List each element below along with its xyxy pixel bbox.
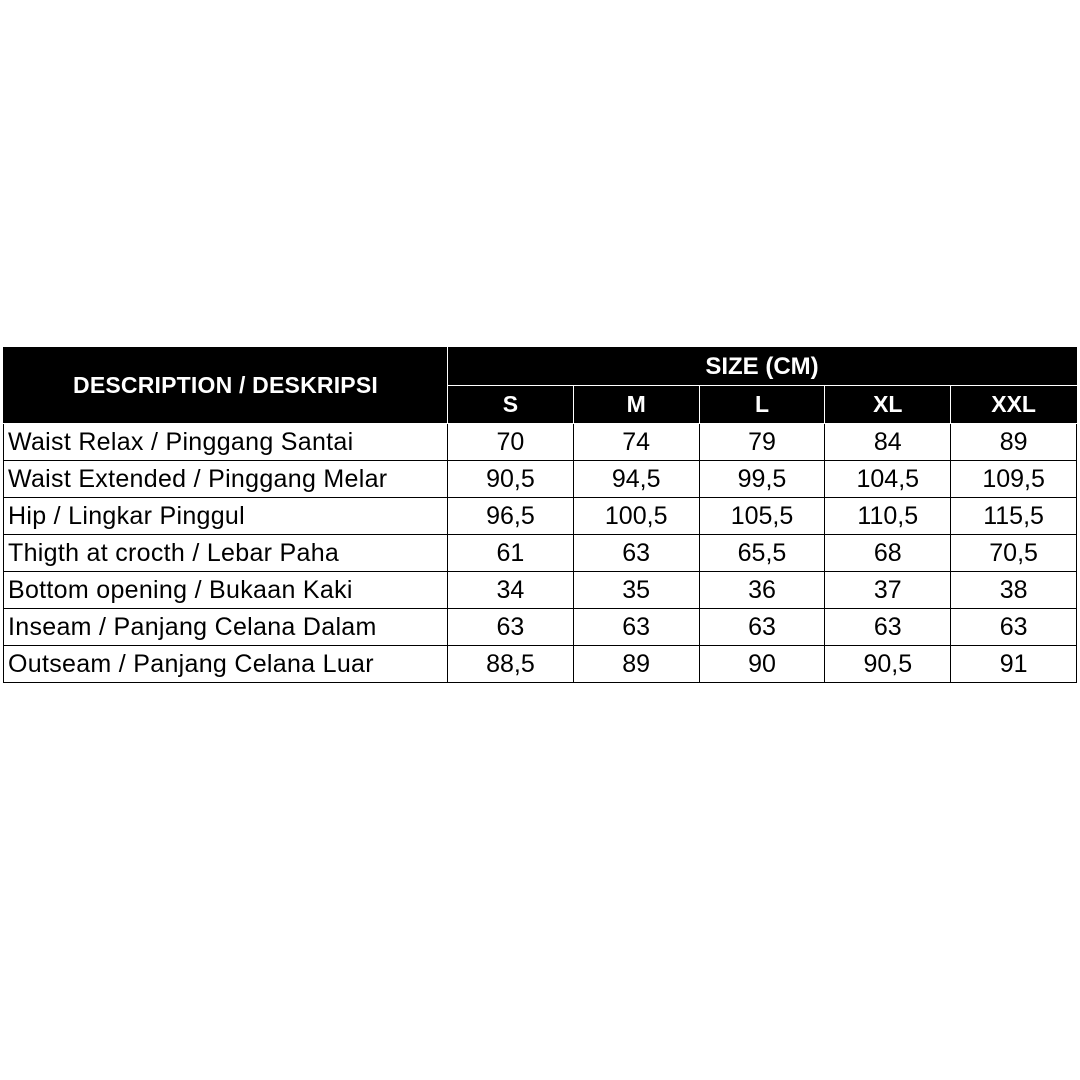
size-column-header-xl: XL: [825, 386, 951, 424]
measurement-value-s: 34: [448, 572, 574, 609]
table-row: [4, 535, 1077, 572]
measurement-value-xxl: 38: [951, 572, 1077, 609]
size-column-header-s: S: [448, 386, 574, 424]
measurement-value-xxl: 63: [951, 609, 1077, 646]
measurement-value-s: 61: [448, 535, 574, 572]
description-column-header: DESCRIPTION / DESKRIPSI: [4, 348, 448, 424]
measurement-value-xl: 68: [825, 535, 951, 572]
measurement-value-s: 90,5: [448, 461, 574, 498]
size-chart-body: [4, 424, 1077, 683]
measurement-value-s: 88,5: [448, 646, 574, 683]
measurement-label: Inseam / Panjang Celana Dalam: [4, 609, 448, 646]
measurement-label: Bottom opening / Bukaan Kaki: [4, 572, 448, 609]
table-row: [4, 424, 1077, 461]
measurement-value-xl: 84: [825, 424, 951, 461]
measurement-label: Waist Extended / Pinggang Melar: [4, 461, 448, 498]
measurement-value-s: 63: [448, 609, 574, 646]
measurement-value-xl: 110,5: [825, 498, 951, 535]
table-row: [4, 572, 1077, 609]
measurement-value-m: 74: [573, 424, 699, 461]
measurement-value-l: 90: [699, 646, 825, 683]
measurement-value-xxl: 115,5: [951, 498, 1077, 535]
measurement-value-m: 63: [573, 535, 699, 572]
measurement-label: Thigth at crocth / Lebar Paha: [4, 535, 448, 572]
measurement-value-xxl: 91: [951, 646, 1077, 683]
measurement-value-l: 105,5: [699, 498, 825, 535]
measurement-value-l: 79: [699, 424, 825, 461]
measurement-value-xxl: 70,5: [951, 535, 1077, 572]
measurement-value-xl: 37: [825, 572, 951, 609]
table-row: [4, 498, 1077, 535]
measurement-value-m: 63: [573, 609, 699, 646]
size-column-header-m: M: [573, 386, 699, 424]
measurement-value-m: 89: [573, 646, 699, 683]
table-row: [4, 646, 1077, 683]
measurement-value-l: 65,5: [699, 535, 825, 572]
measurement-value-l: 36: [699, 572, 825, 609]
size-chart-header: [4, 348, 1077, 424]
header-row-top: [4, 348, 1077, 386]
measurement-value-xxl: 109,5: [951, 461, 1077, 498]
measurement-value-xl: 63: [825, 609, 951, 646]
size-chart-table: [3, 347, 1077, 683]
measurement-value-l: 99,5: [699, 461, 825, 498]
size-column-header-xxl: XXL: [951, 386, 1077, 424]
measurement-value-m: 94,5: [573, 461, 699, 498]
measurement-value-xl: 104,5: [825, 461, 951, 498]
measurement-label: Waist Relax / Pinggang Santai: [4, 424, 448, 461]
measurement-value-s: 70: [448, 424, 574, 461]
measurement-value-m: 35: [573, 572, 699, 609]
measurement-label: Hip / Lingkar Pinggul: [4, 498, 448, 535]
table-row: [4, 609, 1077, 646]
measurement-value-s: 96,5: [448, 498, 574, 535]
size-column-header-l: L: [699, 386, 825, 424]
measurement-value-xxl: 89: [951, 424, 1077, 461]
measurement-value-m: 100,5: [573, 498, 699, 535]
size-group-header: SIZE (CM): [448, 348, 1077, 386]
measurement-value-xl: 90,5: [825, 646, 951, 683]
measurement-label: Outseam / Panjang Celana Luar: [4, 646, 448, 683]
measurement-value-l: 63: [699, 609, 825, 646]
table-row: [4, 461, 1077, 498]
